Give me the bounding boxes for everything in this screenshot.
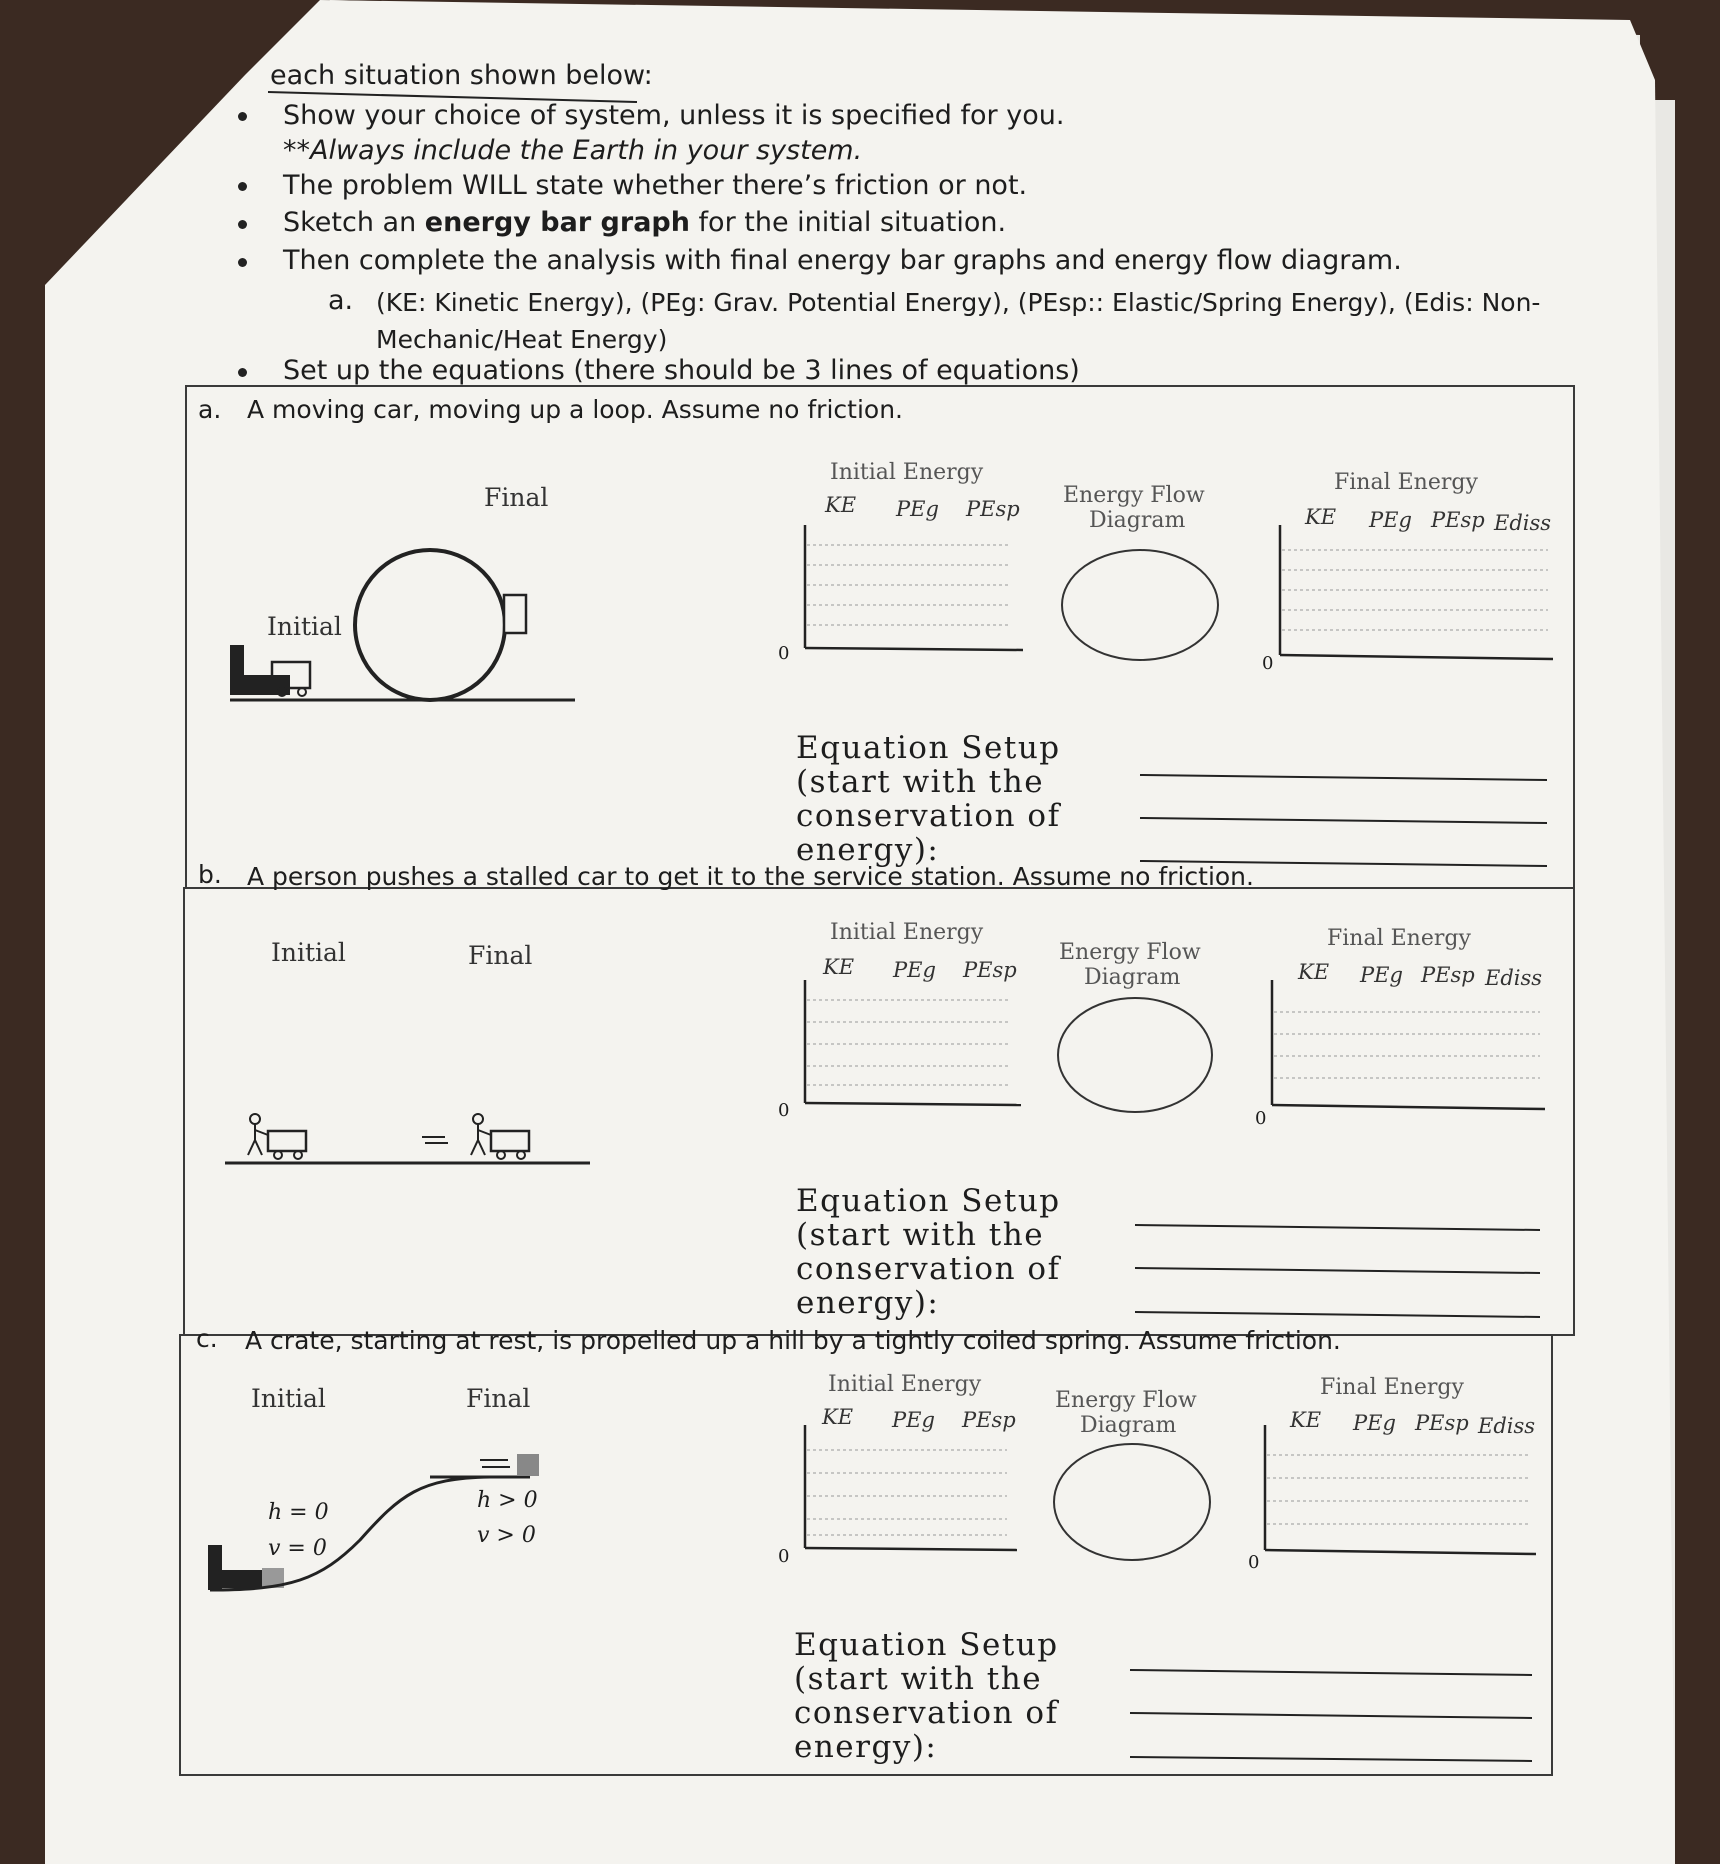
final-energy-heading: Final Energy [1320,1375,1464,1400]
equation-setup-label [794,1628,1059,1764]
energy-flow-heading: Energy Flow [1059,940,1201,965]
energy-definitions: (KE: Kinetic Energy), (PEg: Grav. Potential Energy), (PEsp:: Elastic/Spring Energy), (Edis: Non- [376,288,1541,317]
final-energy-bar-graph[interactable] [1270,520,1555,665]
eq-label-line: conservation of [796,1251,1061,1287]
peg-label: PEg [1369,508,1412,532]
x-axis [1272,1105,1545,1109]
x-axis [805,1103,1021,1105]
initial-energy-heading: Initial Energy [830,920,984,945]
energy-flow-heading: Energy Flow [1063,483,1205,508]
eq-label-line: (start with the [794,1661,1043,1697]
loop-track [355,550,505,700]
ke-label: KE [1305,505,1337,529]
person-body [248,1124,268,1155]
x-axis [1265,1550,1536,1554]
energy-flow-circle[interactable] [1050,1440,1215,1565]
ediss-label: Ediss [1494,511,1552,535]
bullet-dot [238,112,247,121]
bullet-dot [238,258,247,267]
launch-block [230,675,290,695]
pesp-label: PEsp [1415,1411,1469,1435]
diagram-heading: Diagram [1089,508,1186,533]
ke-label: KE [822,1405,854,1429]
bullet-dot [238,182,247,191]
final-energy-bar-graph[interactable] [1262,975,1547,1115]
section-b-title: A person pushes a stalled car to get it to the service station. Assume no friction. [247,862,1254,891]
ke-label: KE [823,955,855,979]
section-a-marker: a. [198,395,222,424]
final-label: Final [466,1384,531,1413]
spring-block [208,1570,268,1588]
hill-diagram [200,1440,560,1600]
person-body [471,1124,491,1155]
instruction-equations: Set up the equations (there should be 3 lines of equations) [283,355,1080,386]
instruction-text: Sketch an [283,207,425,238]
pesp-label: PEsp [966,497,1020,521]
eq-label-line: (start with the [796,764,1045,800]
initial-energy-heading: Initial Energy [830,460,984,485]
peg-label: PEg [896,497,939,521]
equation-answer-lines[interactable] [1125,1665,1545,1775]
car-initial [268,1131,306,1151]
answer-line-2[interactable] [1130,1713,1532,1718]
answer-line-3[interactable] [1135,1312,1540,1317]
instruction-system: Show your choice of system, unless it is specified for you. [283,100,1065,131]
answer-line-2[interactable] [1140,818,1547,823]
eq-label-line: conservation of [794,1695,1059,1731]
section-c-marker: c. [196,1324,218,1353]
final-energy-bar-graph[interactable] [1255,1420,1540,1560]
eq-label-line: Equation Setup [796,730,1061,766]
initial-label: Initial [271,938,346,967]
final-label: Final [468,941,533,970]
x-axis [805,1548,1017,1550]
initial-energy-bar-graph[interactable] [795,1420,1025,1555]
initial-energy-bar-graph[interactable] [795,520,1025,655]
instruction-bar-graph [283,207,1006,238]
person-head [250,1114,260,1124]
ediss-label: Ediss [1478,1414,1536,1438]
eq-label-line: energy): [796,832,940,868]
instruction-bold-text: energy bar graph [424,207,690,238]
final-velocity: v > 0 [477,1523,536,1548]
eq-label-line: Equation Setup [796,1183,1061,1219]
loop-diagram [220,510,590,710]
final-height: h > 0 [477,1488,538,1513]
zero-label: 0 [778,643,790,664]
diagram-heading: Diagram [1080,1413,1177,1438]
energy-flow-circle[interactable] [1053,995,1218,1115]
answer-line-1[interactable] [1130,1670,1532,1675]
zero-label: 0 [1262,653,1274,674]
answer-line-2[interactable] [1135,1268,1540,1273]
initial-height: h = 0 [268,1500,329,1525]
peg-label: PEg [1360,963,1403,987]
final-label: Final [484,483,549,512]
eq-label-line: energy): [796,1285,940,1321]
crate-final [517,1454,539,1476]
eq-label-line: (start with the [796,1217,1045,1253]
pesp-label: PEsp [1431,508,1485,532]
sub-marker: a. [328,285,354,316]
push-car-diagram [220,1105,600,1170]
energy-flow-heading: Energy Flow [1055,1388,1197,1413]
answer-line-1[interactable] [1135,1225,1540,1230]
final-energy-heading: Final Energy [1327,926,1471,951]
initial-velocity: v = 0 [268,1536,327,1561]
eq-label-line: Equation Setup [794,1627,1059,1663]
car-final [504,595,526,633]
instruction-earth-note: **Always include the Earth in your system. [283,135,863,166]
ke-label: KE [1290,1408,1322,1432]
x-axis [805,648,1023,650]
ediss-label: Ediss [1485,966,1543,990]
equation-setup-label [796,1184,1061,1320]
initial-label: Initial [267,612,342,641]
pesp-label: PEsp [962,1408,1016,1432]
ke-label: KE [1298,960,1330,984]
instruction-friction: The problem WILL state whether there’s friction or not. [283,170,1028,201]
answer-line-1[interactable] [1140,775,1547,780]
diagram-heading: Diagram [1084,965,1181,990]
page-title: each situation shown below: [270,60,653,91]
energy-definitions-cont: Mechanic/Heat Energy) [376,325,668,354]
system-boundary [1054,1444,1210,1560]
zero-label: 0 [1255,1108,1267,1129]
eq-label-line: conservation of [796,798,1061,834]
section-a-title: A moving car, moving up a loop. Assume no friction. [247,395,903,424]
instruction-text: for the initial situation. [689,207,1007,238]
instruction-complete-analysis: Then complete the analysis with final energy bar graphs and energy flow diagram. [283,245,1402,276]
system-boundary [1062,550,1218,660]
zero-label: 0 [778,1100,790,1121]
ke-label: KE [825,493,857,517]
initial-label: Initial [251,1384,326,1413]
x-axis [1280,655,1553,659]
answer-line-3[interactable] [1130,1757,1532,1761]
energy-flow-circle[interactable] [1058,545,1223,665]
peg-label: PEg [893,958,936,982]
person-head [473,1114,483,1124]
section-b-marker: b. [198,860,222,889]
equation-answer-lines[interactable] [1130,1220,1550,1330]
bullet-dot [238,220,247,229]
equation-setup-label [796,731,1061,867]
system-boundary [1058,998,1212,1112]
section-c-title: A crate, starting at rest, is propelled up a hill by a tightly coiled spring. Assume friction. [245,1326,1341,1355]
car-final [491,1131,529,1151]
final-energy-heading: Final Energy [1334,470,1478,495]
zero-label: 0 [778,1546,790,1567]
eq-label-line: energy): [794,1729,938,1765]
zero-label: 0 [1248,1552,1260,1573]
peg-label: PEg [892,1408,935,1432]
initial-energy-heading: Initial Energy [828,1372,982,1397]
peg-label: PEg [1353,1411,1396,1435]
bullet-dot [238,368,247,377]
pesp-label: PEsp [963,958,1017,982]
initial-energy-bar-graph[interactable] [795,975,1025,1110]
final-graph-wrap [1262,975,1547,1119]
pesp-label: PEsp [1421,963,1475,987]
